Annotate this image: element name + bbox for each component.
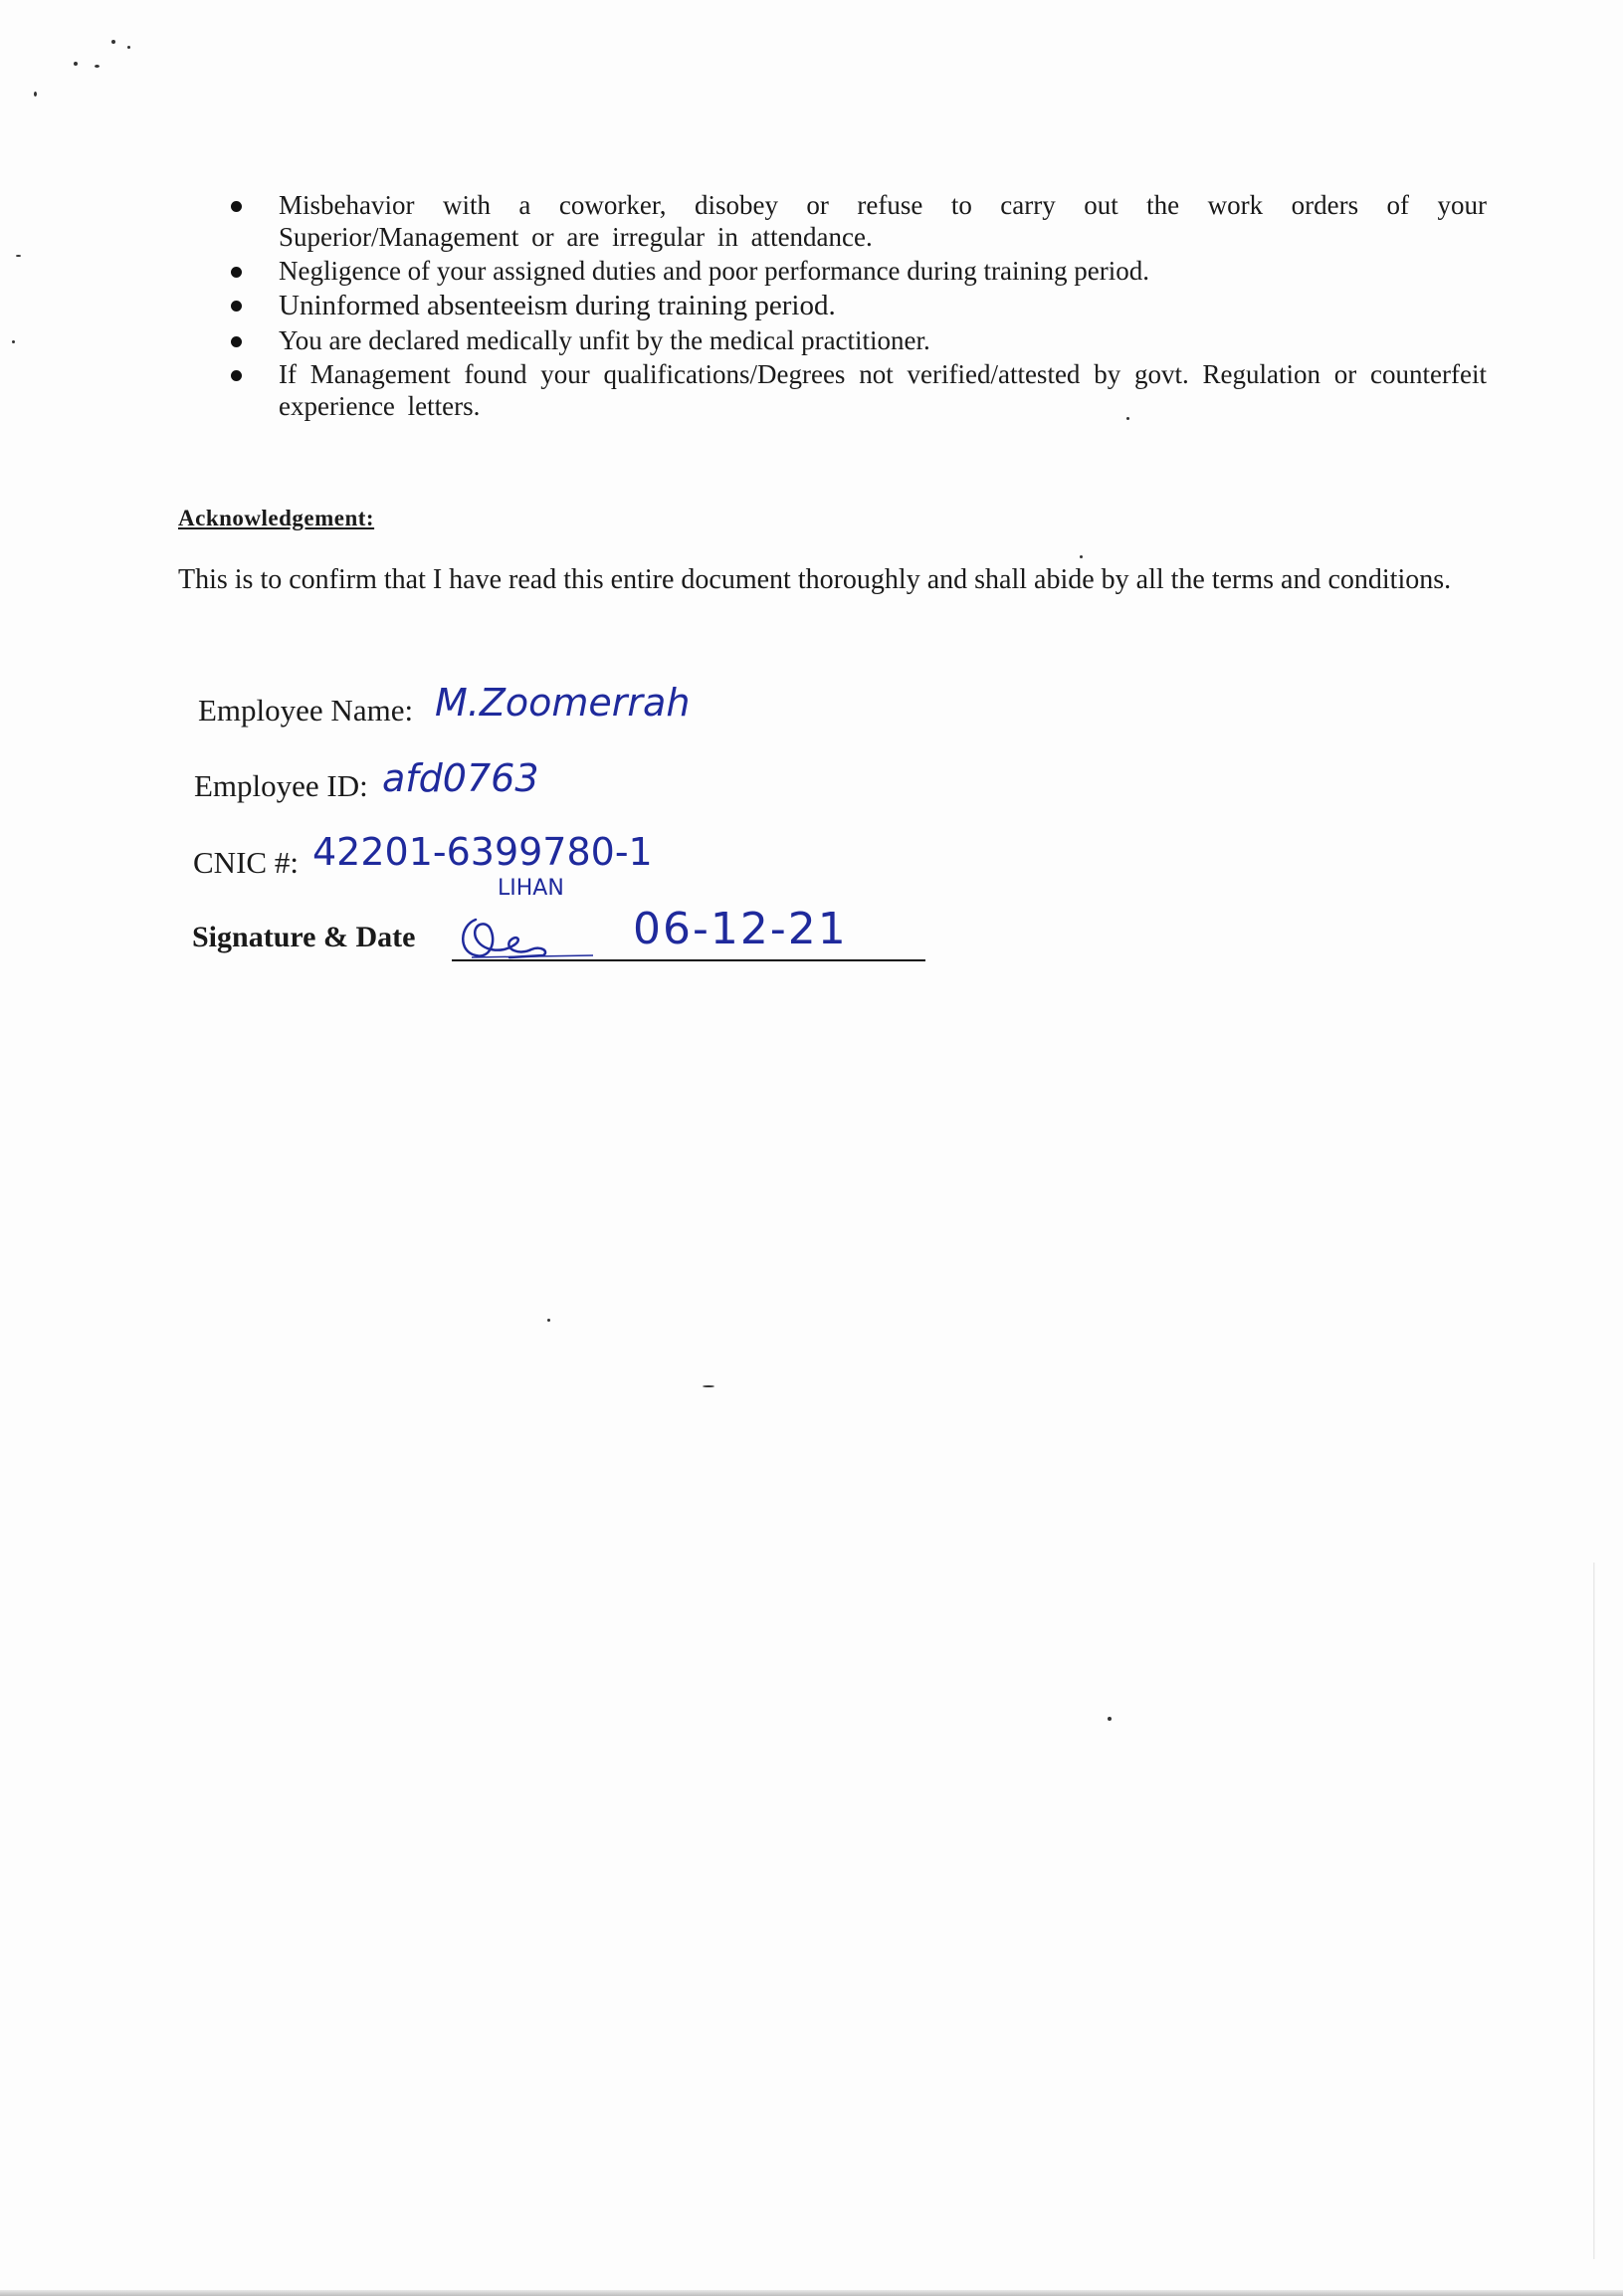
condition-text: You are declared medically unfit by the medical practitioner. bbox=[279, 325, 930, 355]
bullet-icon bbox=[231, 336, 242, 347]
condition-item bbox=[231, 324, 1487, 356]
bullet-icon bbox=[231, 301, 242, 312]
scan-speck bbox=[127, 46, 130, 49]
employee-id-row bbox=[194, 768, 368, 804]
condition-text: If Management found your qualifications/Degrees not verified/attested by govt. Regulation or counterfeit experience letters. bbox=[279, 359, 1487, 421]
scan-speck bbox=[74, 62, 78, 66]
condition-item bbox=[231, 189, 1487, 253]
page-bottom-edge bbox=[0, 2290, 1623, 2296]
cnic-value: 42201-6399780-1 bbox=[312, 830, 653, 874]
conditions-list bbox=[231, 189, 1487, 424]
condition-text: Misbehavior with a coworker, disobey or refuse to carry out the work orders of your Superior/Management or are irregular in attendance. bbox=[279, 190, 1487, 252]
employee-id-label: Employee ID: bbox=[194, 768, 368, 803]
scan-speck bbox=[703, 1385, 714, 1387]
signature-mark-text: LIHAN bbox=[498, 876, 564, 901]
employee-id-value: afd0763 bbox=[382, 756, 539, 800]
condition-item bbox=[231, 358, 1487, 422]
employee-name-label: Employee Name: bbox=[198, 693, 414, 728]
condition-item bbox=[231, 255, 1487, 287]
signature-label: Signature & Date bbox=[192, 921, 416, 953]
scan-speck bbox=[34, 92, 37, 97]
bullet-icon bbox=[231, 370, 242, 381]
scan-speck bbox=[1080, 555, 1083, 558]
signature-date: 06-12-21 bbox=[633, 904, 848, 954]
acknowledgement-heading: Acknowledgement: bbox=[178, 506, 375, 530]
scan-speck bbox=[1108, 1717, 1112, 1721]
condition-item bbox=[231, 289, 1487, 322]
acknowledgement-text: This is to confirm that I have read this entire document thoroughly and shall abide by all the terms and conditions. bbox=[178, 564, 1452, 595]
cnic-row bbox=[193, 845, 299, 881]
page-edge-shadow bbox=[1593, 1563, 1595, 2259]
scan-speck bbox=[111, 40, 115, 44]
employee-name-value: M.Zoomerrah bbox=[435, 681, 691, 725]
scan-speck bbox=[95, 65, 100, 68]
scan-speck bbox=[12, 340, 15, 343]
signature-line bbox=[452, 959, 925, 961]
scan-speck bbox=[547, 1319, 550, 1322]
cnic-label: CNIC #: bbox=[193, 845, 299, 880]
employee-name-row bbox=[198, 693, 413, 729]
scan-speck bbox=[16, 255, 21, 257]
condition-text: Uninformed absenteeism during training period. bbox=[279, 290, 836, 321]
condition-text: Negligence of your assigned duties and poor performance during training period. bbox=[279, 256, 1149, 286]
bullet-icon bbox=[231, 267, 242, 278]
bullet-icon bbox=[231, 201, 242, 212]
